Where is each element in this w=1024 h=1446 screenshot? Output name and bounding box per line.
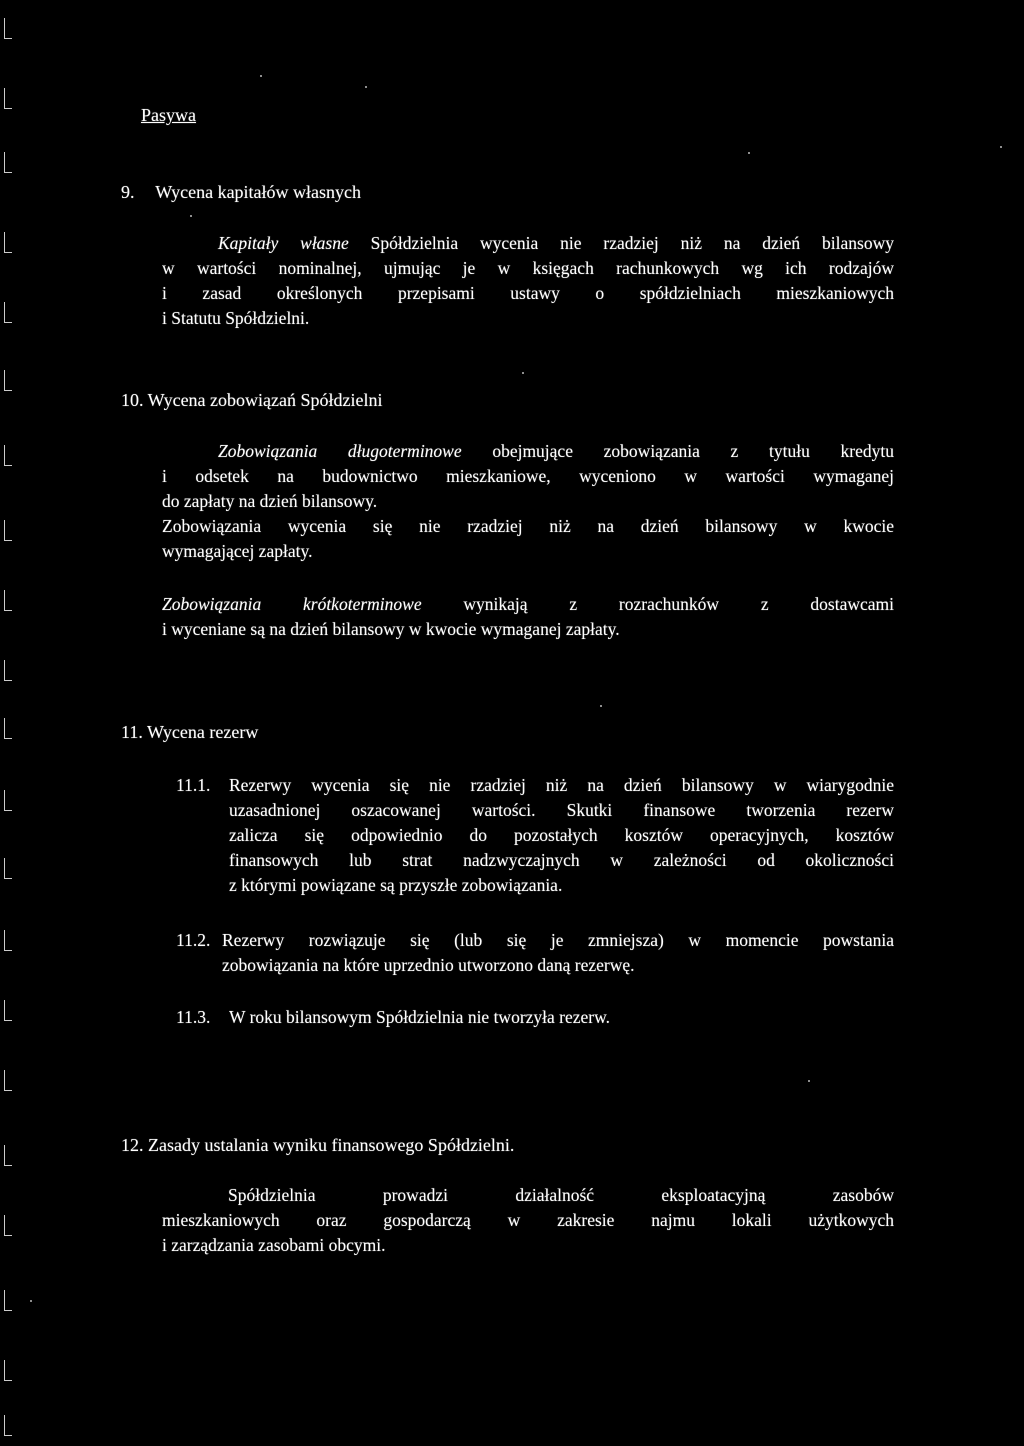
term-zobowiazania-krotkoterminowe: Zobowiązania krótkoterminowe bbox=[162, 594, 422, 614]
paragraph-line: z którymi powiązane są przyszłe zobowiązania. bbox=[229, 875, 563, 895]
section-9-paragraph bbox=[162, 231, 894, 331]
item-11-2-number: 11.2. bbox=[176, 930, 211, 950]
item-11-1-number: 11.1. bbox=[176, 775, 211, 795]
paragraph-line: Rezerwy wycenia się nie rzadziej niż na dzień bilansowy w wiarygodnie bbox=[229, 775, 894, 795]
item-11-3-paragraph bbox=[229, 1005, 894, 1030]
section-12-paragraph bbox=[162, 1183, 894, 1258]
section-9-heading bbox=[121, 180, 361, 205]
paragraph-line: W roku bilansowym Spółdzielnia nie tworzyła rezerw. bbox=[229, 1007, 611, 1027]
paragraph-line bbox=[162, 439, 894, 464]
section-12-heading: 12. Zasady ustalania wyniku finansowego Spółdzielni. bbox=[121, 1135, 515, 1155]
term-kapitaly-wlasne: Kapitały własne bbox=[218, 233, 349, 253]
scan-speck bbox=[260, 75, 262, 77]
line-text: obejmujące zobowiązania z tytułu kredytu bbox=[461, 441, 894, 461]
line-text: Spółdzielnia wycenia nie rzadziej niż na dzień bilansowy bbox=[348, 233, 894, 253]
term-zobowiazania-dlugoterminowe: Zobowiązania długoterminowe bbox=[218, 441, 462, 461]
scan-margin-marks bbox=[4, 0, 20, 1446]
item-11-2-paragraph bbox=[222, 928, 894, 978]
item-11-1-paragraph bbox=[229, 773, 894, 898]
paragraph-line bbox=[162, 592, 894, 617]
paragraph-line: i zarządzania zasobami obcymi. bbox=[162, 1235, 386, 1255]
paragraph-line: i zasad określonych przepisami ustawy o spółdzielniach mieszkaniowych bbox=[162, 283, 894, 303]
scan-speck bbox=[190, 215, 192, 217]
section-11-heading: 11. Wycena rezerw bbox=[121, 722, 259, 742]
paragraph-line: i Statutu Spółdzielni. bbox=[162, 308, 310, 328]
item-11-3-number: 11.3. bbox=[176, 1007, 211, 1027]
paragraph-line: Rezerwy rozwiązuje się (lub się je zmniejsza) w momencie powstania bbox=[222, 930, 894, 950]
scan-speck bbox=[522, 372, 524, 374]
section-10-heading: 10. Wycena zobowiązań Spółdzielni bbox=[121, 390, 383, 410]
scan-speck bbox=[1000, 146, 1002, 148]
paragraph-line: do zapłaty na dzień bilansowy. bbox=[162, 491, 378, 511]
paragraph-line: i odsetek na budownictwo mieszkaniowe, wyceniono w wartości wymaganej bbox=[162, 466, 894, 486]
scan-speck bbox=[808, 1080, 810, 1082]
section-10-paragraph-2 bbox=[162, 592, 894, 642]
scan-speck bbox=[30, 1300, 32, 1302]
scan-speck bbox=[365, 86, 367, 88]
scan-speck bbox=[748, 152, 750, 154]
scan-speck bbox=[600, 705, 602, 707]
paragraph-line: uzasadnionej oszacowanej wartości. Skutki finansowe tworzenia rezerw bbox=[229, 800, 894, 820]
paragraph-line: wymagającej zapłaty. bbox=[162, 541, 313, 561]
line-text: wynikają z rozrachunków z dostawcami bbox=[421, 594, 894, 614]
paragraph-line bbox=[162, 231, 894, 256]
paragraph-line: mieszkaniowych oraz gospodarczą w zakresie najmu lokali użytkowych bbox=[162, 1210, 894, 1230]
section-9-title: Wycena kapitałów własnych bbox=[155, 182, 362, 202]
paragraph-line: Zobowiązania wycenia się nie rzadziej niż na dzień bilansowy w kwocie bbox=[162, 516, 894, 536]
paragraph-line: zalicza się odpowiednio do pozostałych kosztów operacyjnych, kosztów bbox=[229, 825, 894, 845]
paragraph-line: zobowiązania na które uprzednio utworzono daną rezerwę. bbox=[222, 955, 635, 975]
paragraph-line: Spółdzielnia prowadzi działalność eksploatacyjną zasobów bbox=[228, 1185, 894, 1205]
page-header-pasywa: Pasywa bbox=[141, 105, 196, 125]
paragraph-line: w wartości nominalnej, ujmując je w księgach rachunkowych wg ich rodzajów bbox=[162, 258, 894, 278]
section-9-number: 9. bbox=[121, 182, 135, 202]
paragraph-line: i wyceniane są na dzień bilansowy w kwocie wymaganej zapłaty. bbox=[162, 619, 620, 639]
paragraph-line: finansowych lub strat nadzwyczajnych w zależności od okoliczności bbox=[229, 850, 894, 870]
section-10-paragraph-1 bbox=[162, 439, 894, 564]
